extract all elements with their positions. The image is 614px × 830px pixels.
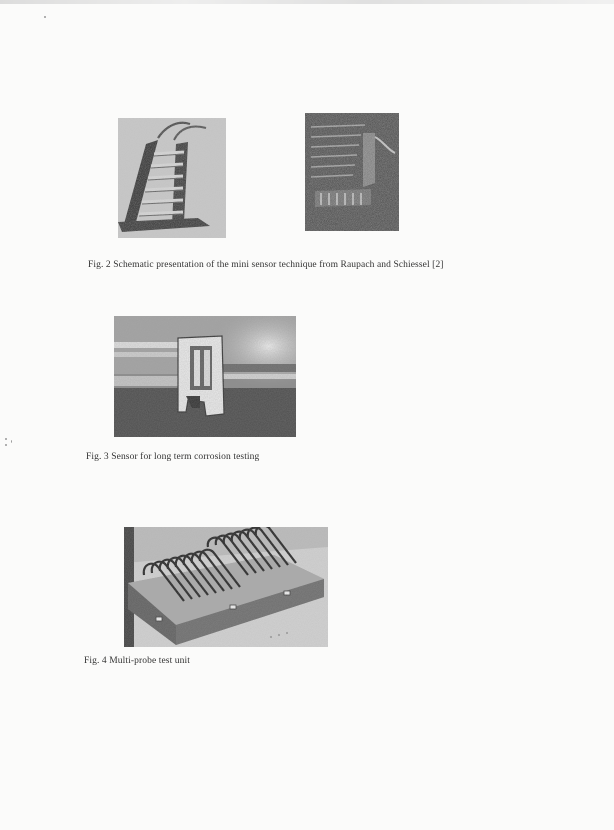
fig2-embedded-sensor-image bbox=[305, 113, 399, 231]
scan-speck bbox=[278, 634, 280, 636]
fig3-long-term-sensor-image bbox=[114, 316, 296, 437]
scan-edge bbox=[0, 0, 614, 4]
scan-speck bbox=[286, 632, 288, 634]
fig2-ladder-sensor-image bbox=[118, 118, 226, 238]
scan-speck bbox=[11, 440, 12, 443]
scan-speck bbox=[44, 16, 46, 18]
figure-caption: Fig. 3 Sensor for long term corrosion testing bbox=[86, 452, 260, 462]
scan-speck bbox=[270, 636, 272, 638]
figure-caption: Fig. 2 Schematic presentation of the mini sensor technique from Raupach and Schiessel [2] bbox=[88, 260, 444, 270]
figure-caption: Fig. 4 Multi-probe test unit bbox=[84, 656, 190, 666]
fig4-multi-probe-unit-image bbox=[124, 527, 328, 647]
scan-speck bbox=[5, 444, 7, 446]
scan-speck bbox=[5, 438, 7, 440]
